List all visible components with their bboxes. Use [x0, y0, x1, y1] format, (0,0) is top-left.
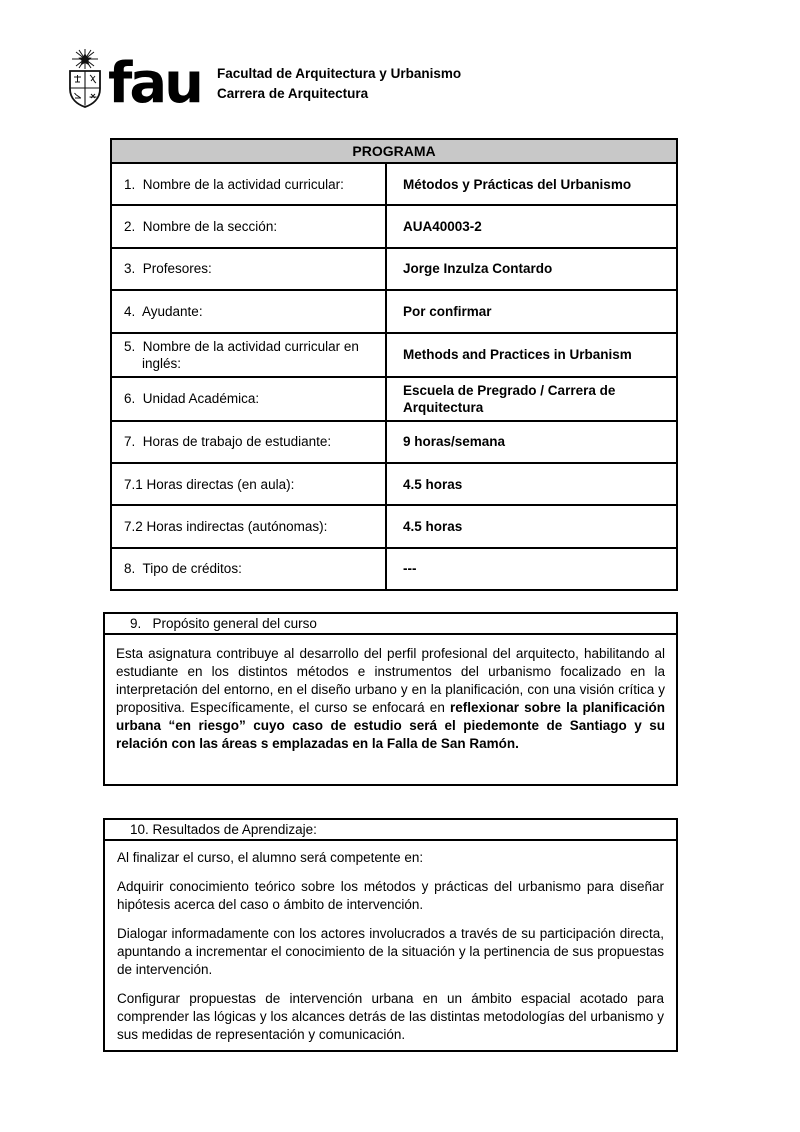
row-value: --- [385, 549, 676, 589]
row-label: 7. Horas de trabajo de estudiante: [124, 434, 332, 450]
row-value: 9 horas/semana [385, 422, 676, 462]
row-label: 7.2 Horas indirectas (autónomas): [124, 519, 328, 535]
row-label: 1. Nombre de la actividad curricular: [124, 176, 344, 192]
row-label: 7.1 Horas directas (en aula): [124, 476, 295, 492]
row-label: 6. Unidad Académica: [124, 391, 260, 407]
section9-body [105, 635, 676, 753]
section10-paragraph: Al finalizar el curso, el alumno será competente en: [117, 850, 424, 865]
logo-header [64, 46, 461, 114]
row-value: 4.5 horas [385, 506, 676, 546]
program-table-title: PROGRAMA [112, 140, 676, 162]
row-value: Jorge Inzulza Contardo [385, 249, 676, 289]
section10-paragraph: Dialogar informadamente con los actores involucrados a través de su participación directa, apuntando a incrementar el conocimiento de la situación y la pertinencia de sus propuestas de intervención. [117, 926, 664, 977]
row-value: AUA40003-2 [385, 206, 676, 246]
row-label: 2. Nombre de la sección: [124, 219, 278, 235]
program-table [110, 138, 678, 591]
faculty-title-block [217, 64, 461, 104]
section10-heading: 10. Resultados de Aprendizaje: [105, 820, 676, 841]
section9-heading: 9. Propósito general del curso [105, 614, 676, 635]
row-value: Methods and Practices in Urbanism [385, 334, 676, 376]
faculty-name: Facultad de Arquitectura y Urbanismo [217, 66, 462, 81]
table-row [112, 420, 676, 462]
section10-paragraph: Configurar propuestas de intervención urbana en un ámbito espacial acotado para comprender las lógicas y los alcances detrás de las distintas metodologías del urbanismo y sus medidas de representación y comunicación. [117, 991, 664, 1042]
section10-paragraph: Adquirir conocimiento teórico sobre los métodos y prácticas del urbanismo para diseñar hipótesis acerca del caso o ámbito de intervención. [117, 879, 664, 912]
table-row [112, 504, 676, 546]
fau-logo-wordmark: fau [108, 51, 202, 116]
career-name: Carrera de Arquitectura [217, 86, 369, 101]
table-row [112, 462, 676, 504]
section9-text-normal: Esta asignatura contribuye al desarrollo del perfil profesional del arquitecto, habilitando al estudiante en los distintos métodos e instrumentos del urbanismo focalizado en la interpretación del entorno, en el diseño urbano y en la planificación, con una visión crítica y propositiva. Específicamente, el curso se enfocará en [116, 646, 665, 715]
section-proposito-general [103, 612, 678, 786]
row-value: 4.5 horas [385, 464, 676, 504]
row-label: 5. Nombre de la actividad curricular en inglés: [124, 338, 363, 371]
row-label: 3. Profesores: [124, 261, 212, 277]
table-row [112, 204, 676, 246]
table-row [112, 162, 676, 204]
section9-paragraph [116, 645, 665, 753]
section-resultados-aprendizaje [103, 818, 678, 1052]
table-row [112, 547, 676, 589]
row-label: 8. Tipo de créditos: [124, 561, 242, 577]
table-row [112, 332, 676, 376]
row-value: Escuela de Pregrado / Carrera de Arquitectura [385, 378, 676, 420]
table-row [112, 247, 676, 289]
section10-body [105, 841, 676, 1044]
row-label: 4. Ayudante: [124, 303, 203, 319]
section9-text-bold: reflexionar sobre la planificación urbana “en riesgo” cuyo caso de estudio será el piedemonte de Santiago y su relación con las áreas s emplazadas en la Falla de San Ramón. [116, 700, 666, 751]
row-value: Por confirmar [385, 291, 676, 331]
table-row [112, 289, 676, 331]
table-row [112, 376, 676, 420]
row-value: Métodos y Prácticas del Urbanismo [385, 164, 676, 204]
university-shield-icon [64, 48, 106, 114]
